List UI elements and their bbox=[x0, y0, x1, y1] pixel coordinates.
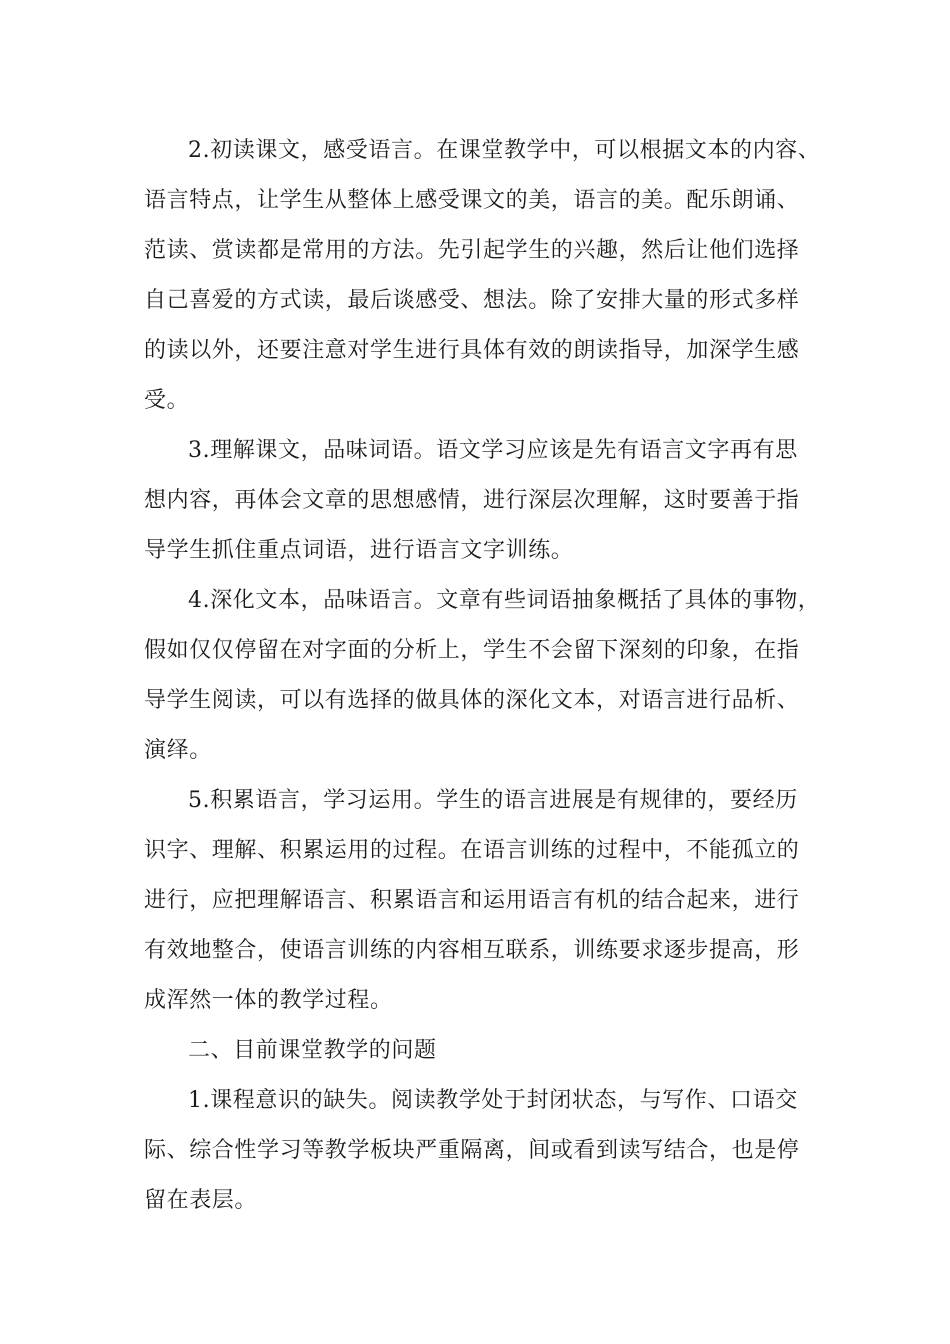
text-line: 有效地整合，使语言训练的内容相互联系，训练要求逐步提高，形 bbox=[144, 938, 800, 963]
section-heading: 二、目前课堂教学的问题 bbox=[188, 1038, 437, 1063]
text-line: 进行，应把理解语言、积累语言和运用语言有机的结合起来，进行 bbox=[144, 888, 800, 913]
text-line: 演绎。 bbox=[144, 738, 212, 763]
text-line: 语言特点，让学生从整体上感受课文的美，语言的美。配乐朗诵、 bbox=[144, 188, 800, 213]
text-line: 导学生抓住重点词语，进行语言文字训练。 bbox=[144, 538, 574, 563]
text-line: 想内容，再体会文章的思想感情，进行深层次理解，这时要善于指 bbox=[144, 488, 800, 513]
text-line: 2.初读课文，感受语言。在课堂教学中，可以根据文本的内容、 bbox=[188, 138, 821, 163]
text-line: 1.课程意识的缺失。阅读教学处于封闭状态，与写作、口语交 bbox=[188, 1088, 798, 1113]
text-line: 范读、赏读都是常用的方法。先引起学生的兴趣，然后让他们选择 bbox=[144, 238, 800, 263]
text-line: 5.积累语言，学习运用。学生的语言进展是有规律的，要经历 bbox=[188, 788, 798, 813]
text-line: 成浑然一体的教学过程。 bbox=[144, 988, 393, 1013]
text-line: 自己喜爱的方式读，最后谈感受、想法。除了安排大量的形式多样 bbox=[144, 288, 800, 313]
text-line: 4.深化文本，品味语言。文章有些词语抽象概括了具体的事物， bbox=[188, 588, 821, 613]
text-line: 3.理解课文，品味词语。语文学习应该是先有语言文字再有思 bbox=[188, 438, 798, 463]
text-line: 际、综合性学习等教学板块严重隔离，间或看到读写结合，也是停 bbox=[144, 1138, 800, 1163]
text-line: 识字、理解、积累运用的过程。在语言训练的过程中，不能孤立的 bbox=[144, 838, 800, 863]
text-line: 导学生阅读，可以有选择的做具体的深化文本，对语言进行品析、 bbox=[144, 688, 800, 713]
text-line: 留在表层。 bbox=[144, 1188, 258, 1213]
text-line: 假如仅仅停留在对字面的分析上，学生不会留下深刻的印象，在指 bbox=[144, 638, 800, 663]
text-line: 受。 bbox=[144, 388, 190, 413]
text-line: 的读以外，还要注意对学生进行具体有效的朗读指导，加深学生感 bbox=[144, 338, 800, 363]
